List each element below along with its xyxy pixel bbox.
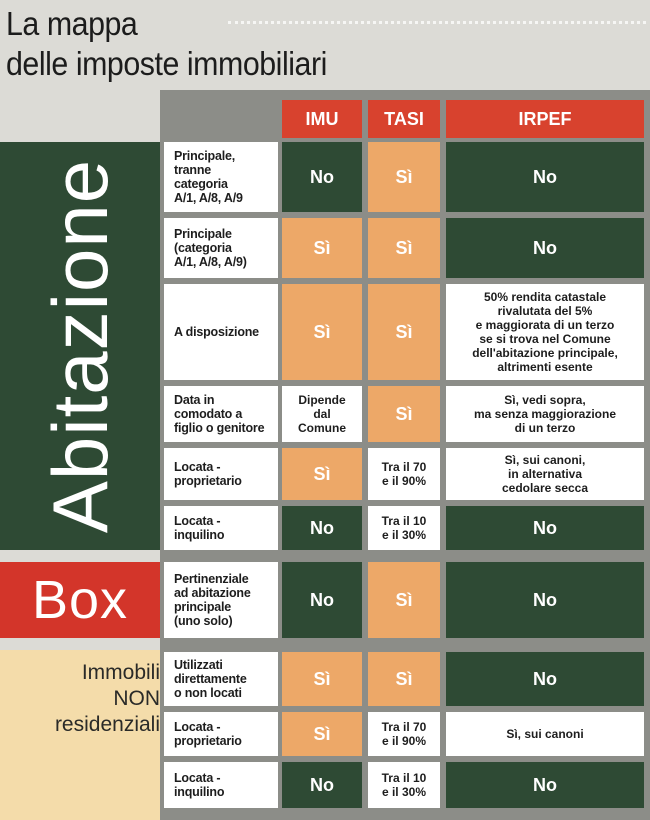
cell-text <box>395 669 412 690</box>
cell-line: No <box>533 237 557 258</box>
cell-line: Tra il 70 <box>381 720 427 734</box>
cell-text <box>533 518 557 539</box>
cell-imu <box>282 284 362 380</box>
cell-line: Sì <box>395 321 413 342</box>
cell-line: proprietario <box>174 474 242 488</box>
cell-line: Tra il 10 <box>381 514 427 528</box>
cell-text <box>506 727 583 741</box>
cell-text <box>395 167 412 188</box>
cell-tasi <box>368 284 440 380</box>
cell-text <box>313 724 330 745</box>
cell-tasi <box>368 142 440 212</box>
cell-tasi <box>368 652 440 706</box>
cell-line: Sì <box>395 237 413 258</box>
cell-text <box>174 227 247 269</box>
cell-imu <box>282 712 362 756</box>
cell-line: comodato a <box>174 407 243 421</box>
row-label <box>164 284 278 380</box>
cell-text <box>313 322 330 343</box>
cell-line: rivalutata del 5% <box>497 304 593 318</box>
column-header-imu: IMU <box>282 100 362 138</box>
cell-line: figlio o genitore <box>174 421 265 435</box>
row-label <box>164 712 278 756</box>
cell-line: Tra il 70 <box>381 460 427 474</box>
cell-text <box>382 514 427 542</box>
cell-line: Sì <box>395 403 413 424</box>
section-label-abitazione: Abitazione <box>36 158 124 534</box>
cell-text <box>174 149 243 205</box>
cell-text <box>313 669 330 690</box>
cell-line: Sì <box>313 668 331 689</box>
cell-text <box>382 460 427 488</box>
cell-line: ma senza maggiorazione <box>473 407 617 421</box>
cell-line: No <box>533 166 557 187</box>
cell-text <box>533 669 557 690</box>
cell-text <box>533 775 557 796</box>
cell-text <box>382 771 427 799</box>
column-header-tasi: TASI <box>368 100 440 138</box>
immobili-line: NON <box>113 687 160 710</box>
cell-text <box>395 322 412 343</box>
cell-line: Sì, vedi sopra, <box>504 393 586 407</box>
cell-imu <box>282 562 362 638</box>
cell-line: Sì <box>395 166 413 187</box>
cell-imu <box>282 762 362 808</box>
cell-tasi <box>368 506 440 550</box>
dotted-rule <box>228 21 646 24</box>
cell-line: A/1, A/8, A/9 <box>174 191 243 205</box>
cell-text <box>313 238 330 259</box>
cell-line: Comune <box>298 421 346 435</box>
cell-irpef <box>446 652 644 706</box>
cell-tasi <box>368 386 440 442</box>
cell-line: Sì <box>313 463 331 484</box>
cell-irpef <box>446 386 644 442</box>
cell-line: Sì <box>313 237 331 258</box>
cell-line: Pertinenziale <box>174 572 249 586</box>
cell-line: No <box>310 517 334 538</box>
cell-text <box>174 460 242 488</box>
cell-line: Dipende <box>298 393 346 407</box>
cell-line: Sì, sui canoni <box>506 727 584 741</box>
cell-imu <box>282 142 362 212</box>
cell-irpef <box>446 506 644 550</box>
cell-irpef <box>446 712 644 756</box>
cell-text <box>310 590 334 611</box>
cell-tasi <box>368 448 440 500</box>
cell-text <box>174 572 251 628</box>
cell-text <box>174 720 242 748</box>
cell-line: No <box>533 517 557 538</box>
cell-text <box>310 167 334 188</box>
cell-imu <box>282 506 362 550</box>
cell-line: Locata - <box>174 460 221 474</box>
cell-imu <box>282 652 362 706</box>
cell-line: o non locati <box>174 686 242 700</box>
cell-line: Tra il 10 <box>381 771 427 785</box>
cell-line: inquilino <box>174 785 225 799</box>
cell-line: dell'abitazione principale, <box>472 346 618 360</box>
column-header-irpef: IRPEF <box>446 100 644 138</box>
immobili-line: residenziali <box>54 713 160 736</box>
cell-line: se si trova nel Comune <box>479 332 611 346</box>
row-label <box>164 652 278 706</box>
cell-text <box>472 290 618 374</box>
cell-tasi <box>368 712 440 756</box>
cell-line: e il 30% <box>381 528 426 542</box>
cell-line: Sì, sui canoni, <box>504 453 586 467</box>
cell-line: No <box>310 589 334 610</box>
cell-line: e il 90% <box>381 474 426 488</box>
cell-line: proprietario <box>174 734 242 748</box>
cell-text <box>174 514 224 542</box>
cell-text <box>298 393 346 435</box>
cell-text <box>395 590 412 611</box>
cell-text <box>533 238 557 259</box>
cell-line: No <box>533 774 557 795</box>
cell-line: e il 90% <box>381 734 426 748</box>
cell-irpef <box>446 284 644 380</box>
title-line-1: La mappa <box>6 5 138 42</box>
cell-tasi <box>368 218 440 278</box>
cell-text <box>174 325 259 339</box>
row-label <box>164 142 278 212</box>
title-line-2: delle imposte immobiliari <box>6 45 327 82</box>
cell-irpef <box>446 762 644 808</box>
cell-line: Sì <box>313 321 331 342</box>
cell-text <box>502 453 588 495</box>
cell-line: Locata - <box>174 720 221 734</box>
cell-line: Principale, <box>174 149 236 163</box>
cell-imu <box>282 448 362 500</box>
cell-line: di un terzo <box>514 421 576 435</box>
cell-line: No <box>533 589 557 610</box>
cell-line: No <box>310 166 334 187</box>
cell-irpef <box>446 218 644 278</box>
page-title <box>6 4 327 84</box>
cell-text <box>174 658 247 700</box>
cell-line: (categoria <box>174 241 232 255</box>
cell-line: No <box>310 774 334 795</box>
cell-line: categoria <box>174 177 228 191</box>
cell-text <box>533 167 557 188</box>
cell-text <box>174 393 264 435</box>
cell-line: A/1, A/8, A/9) <box>174 255 247 269</box>
cell-imu <box>282 386 362 442</box>
cell-line: direttamente <box>174 672 247 686</box>
cell-irpef <box>446 142 644 212</box>
cell-text <box>382 720 427 748</box>
section-label-box: Box <box>31 570 129 630</box>
section-label-immobili <box>52 660 160 738</box>
cell-line: Data in <box>174 393 215 407</box>
cell-line: 50% rendita catastale <box>483 290 607 304</box>
row-label <box>164 762 278 808</box>
cell-imu <box>282 218 362 278</box>
cell-line: e il 30% <box>381 785 426 799</box>
cell-line: Principale <box>174 227 232 241</box>
cell-line: Utilizzati <box>174 658 223 672</box>
cell-text <box>313 464 330 485</box>
cell-text <box>474 393 616 435</box>
cell-line: Locata - <box>174 514 221 528</box>
row-label <box>164 386 278 442</box>
row-label <box>164 448 278 500</box>
cell-text <box>310 775 334 796</box>
cell-line: dal <box>313 407 331 421</box>
row-label <box>164 506 278 550</box>
cell-line: principale <box>174 600 232 614</box>
cell-text <box>395 404 412 425</box>
cell-tasi <box>368 762 440 808</box>
cell-line: inquilino <box>174 528 225 542</box>
cell-text <box>310 518 334 539</box>
cell-line: e maggiorata di un terzo <box>475 318 615 332</box>
cell-line: altrimenti esente <box>497 360 593 374</box>
cell-text <box>533 590 557 611</box>
cell-irpef <box>446 562 644 638</box>
cell-line: cedolare secca <box>501 481 589 495</box>
row-label <box>164 218 278 278</box>
cell-line: Sì <box>395 589 413 610</box>
cell-line: in alternativa <box>507 467 583 481</box>
cell-line: A disposizione <box>174 325 259 339</box>
row-label <box>164 562 278 638</box>
cell-line: ad abitazione <box>174 586 251 600</box>
cell-line: (uno solo) <box>174 614 233 628</box>
cell-tasi <box>368 562 440 638</box>
cell-text <box>174 771 224 799</box>
cell-text <box>395 238 412 259</box>
immobili-line: Immobili <box>81 661 160 684</box>
cell-line: No <box>533 668 557 689</box>
cell-line: tranne <box>174 163 212 177</box>
cell-line: Locata - <box>174 771 221 785</box>
cell-irpef <box>446 448 644 500</box>
cell-line: Sì <box>395 668 413 689</box>
cell-line: Sì <box>313 723 331 744</box>
